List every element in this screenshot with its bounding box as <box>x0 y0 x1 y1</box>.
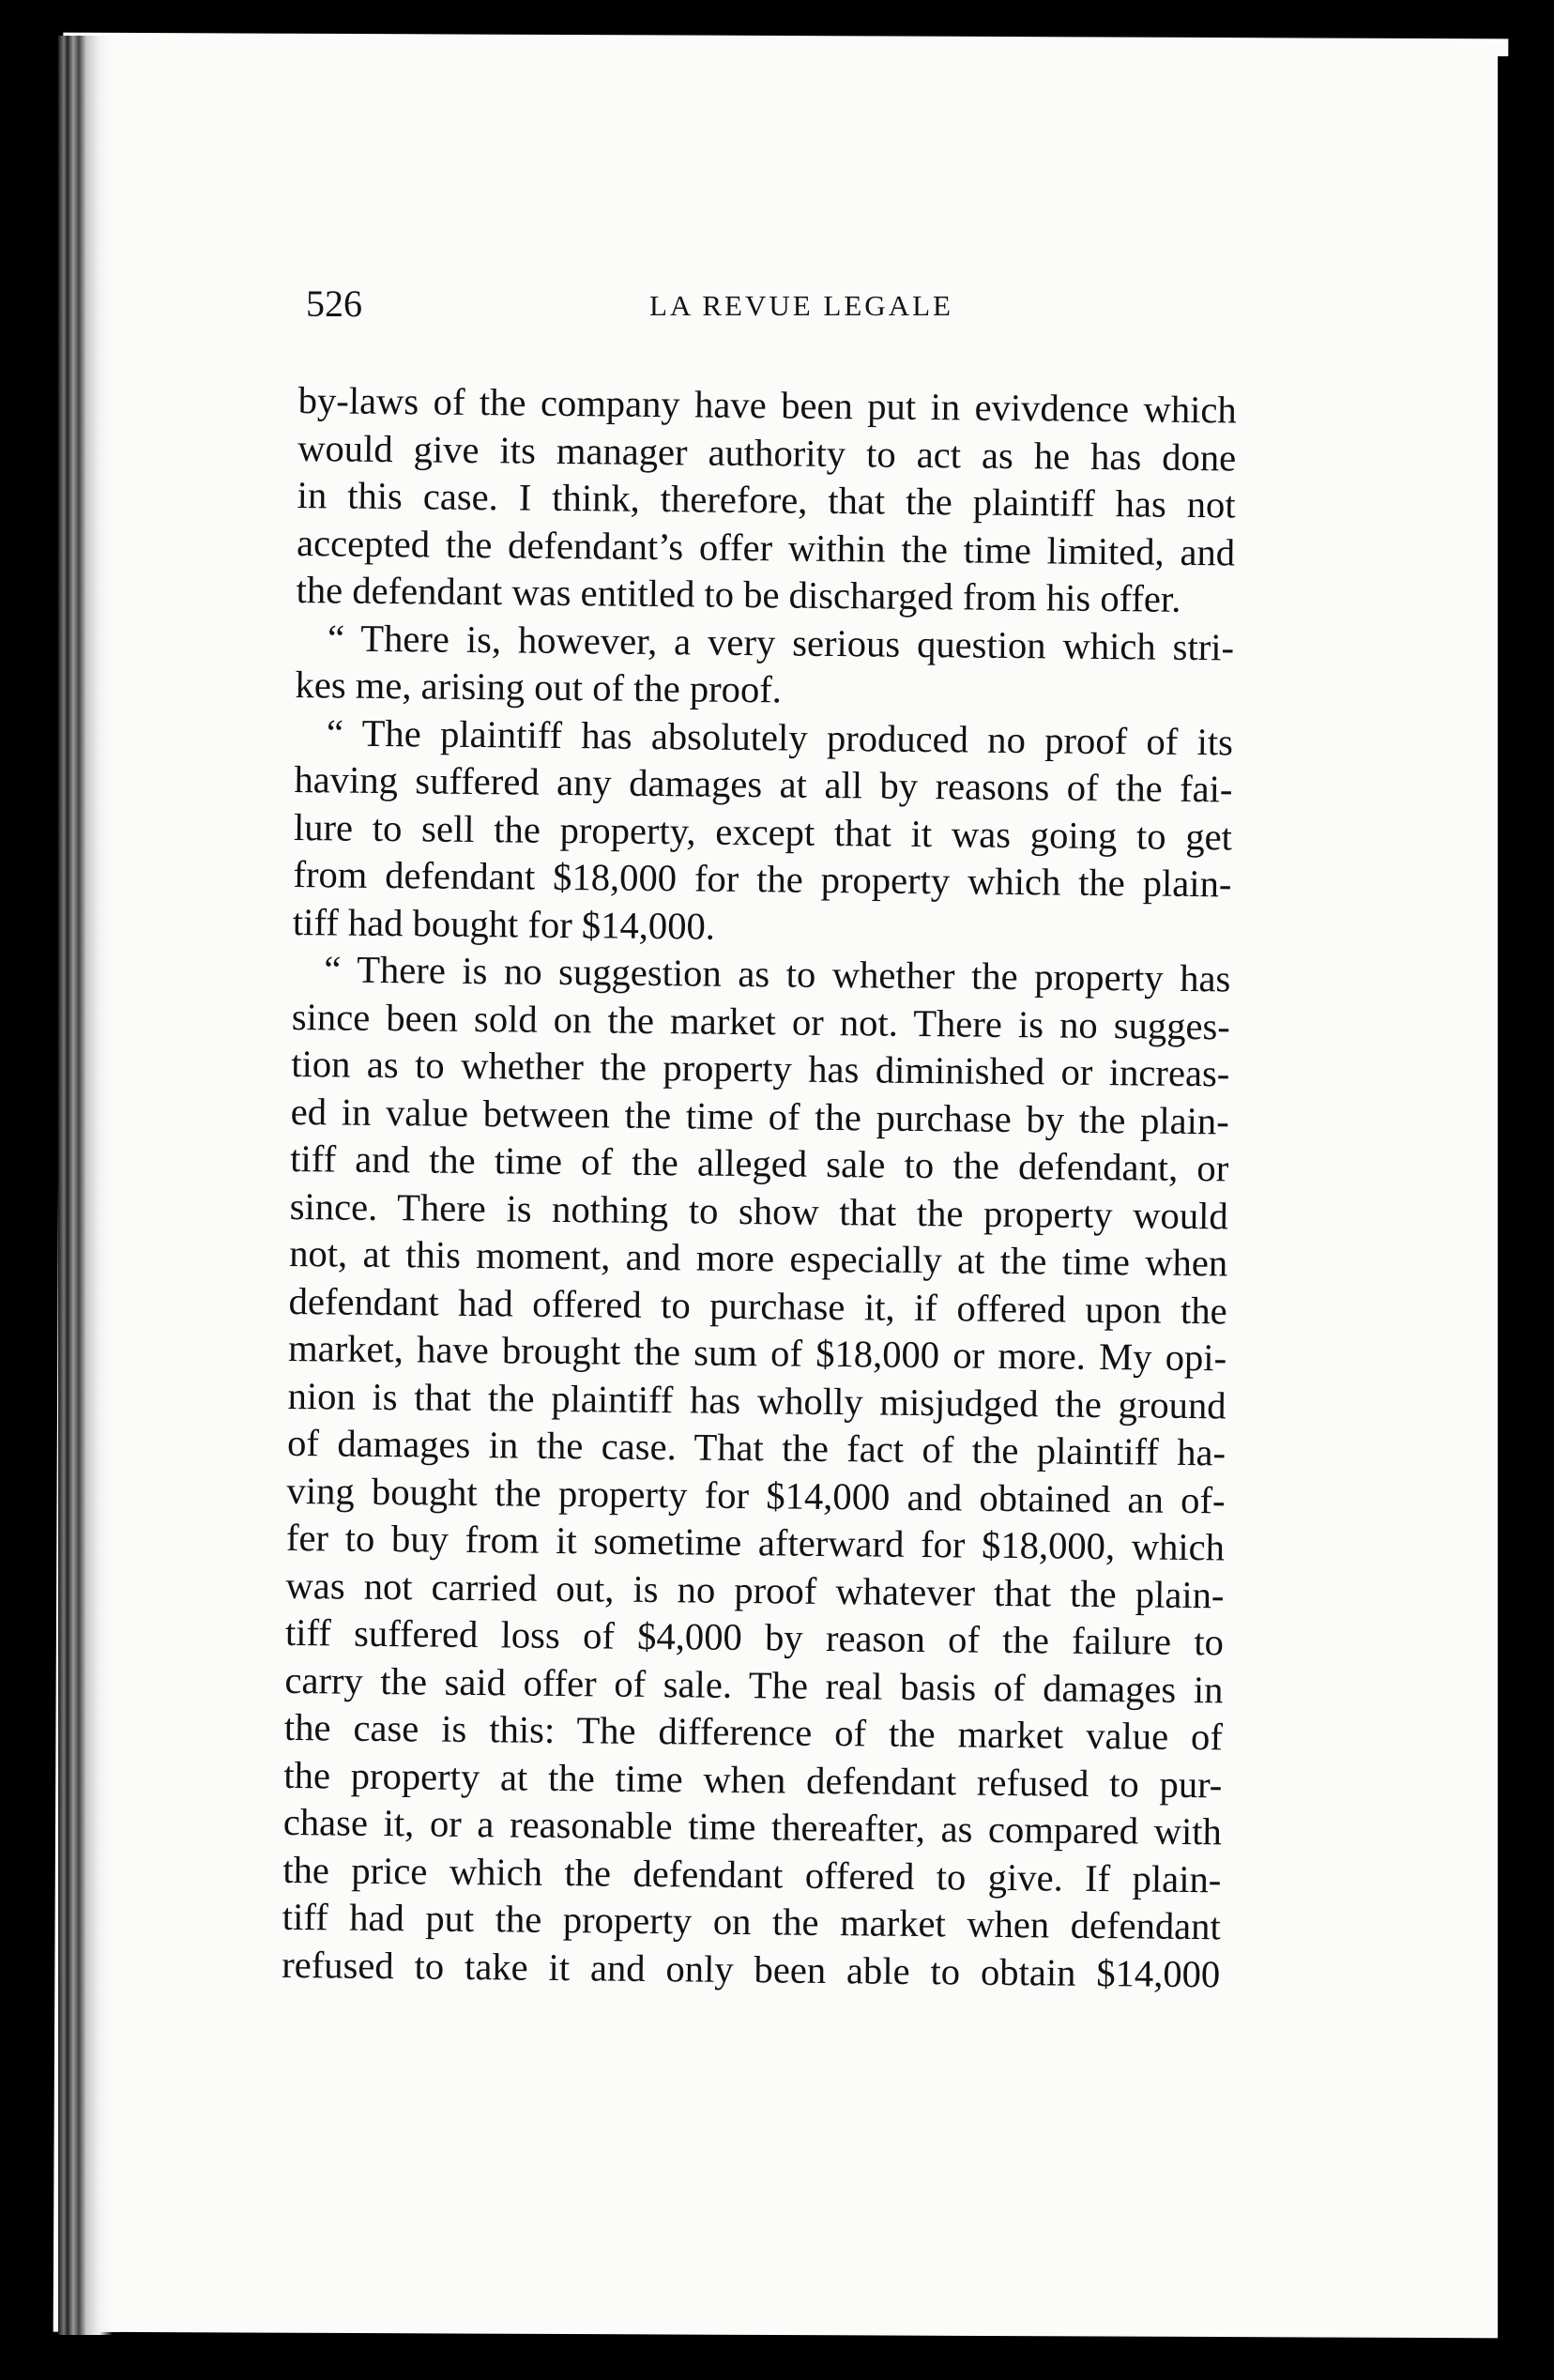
text-line: tiff and the time of the alleged sale to the defendant, or <box>290 1137 1229 1190</box>
text-line: the defendant was entitled to be discharged from his offer. <box>296 568 1181 620</box>
text-line: market, have brought the sum of $18,000 or more. My opi- <box>287 1326 1227 1380</box>
text-line: ving bought the property for $14,000 and obtained an of- <box>286 1469 1226 1521</box>
text-line: from defendant $18,000 for the property which the plain- <box>293 852 1232 906</box>
text-line: fer to buy from it sometime afterward for $18,000, which <box>285 1516 1226 1569</box>
text-line: tion as to whether the property has diminished or increas- <box>291 1042 1230 1095</box>
text-line: the case is this: The difference of the market value of <box>283 1705 1224 1759</box>
text-line: tiff suffered loss of $4,000 by reason of the failure to <box>284 1610 1225 1664</box>
scan-border <box>1498 56 1554 2380</box>
text-line: carry the said offer of sale. The real basis of damages in <box>284 1658 1224 1711</box>
binding-gutter <box>58 36 113 2335</box>
text-line: “ The plaintiff has absolutely produced no proof of its <box>326 710 1234 763</box>
text-line: chase it, or a reasonable time thereafter, as compared with <box>282 1800 1223 1854</box>
text-line: tiff had bought for $14,000. <box>292 900 716 948</box>
text-line: the property at the time when defendant refused to pur- <box>283 1753 1223 1806</box>
body-text <box>282 377 1237 1998</box>
text-line: the price which the defendant offered to give. If plain- <box>282 1848 1222 1900</box>
text-line: defendant had offered to purchase it, if offered upon the <box>288 1279 1227 1332</box>
text-line: lure to sell the property, except that it was going to get <box>293 805 1233 858</box>
text-line: kes me, arising out of the proof. <box>295 663 783 711</box>
text-line: not, at this moment, and more especially at the time when <box>288 1231 1228 1285</box>
text-line: since been sold on the market or not. There is no sugges- <box>291 995 1231 1047</box>
text-line: accepted the defendant’s offer within the time limited, and <box>296 521 1236 573</box>
running-title: LA REVUE LEGALE <box>649 289 953 322</box>
text-line: would give its manager authority to act as he has done <box>297 426 1237 479</box>
text-line: in this case. I think, therefore, that the plaintiff has not <box>297 473 1236 526</box>
text-line: of damages in the case. That the fact of the plaintiff ha- <box>286 1421 1226 1474</box>
running-head <box>306 282 1254 338</box>
text-line: tiff had put the property on the market when defendant <box>282 1895 1222 1948</box>
text-line: by-laws of the company have been put in evivdence which <box>297 378 1237 432</box>
text-line: refused to take it and only been able to obtain $14,000 <box>282 1943 1221 1995</box>
text-line: since. There is nothing to show that the property would <box>289 1184 1228 1237</box>
text-line: was not carried out, is no proof whatever that the plain- <box>285 1564 1225 1616</box>
page-number: 526 <box>306 282 362 325</box>
text-line: having suffered any damages at all by reasons of the fai- <box>294 757 1233 811</box>
text-line: “ There is, however, a very serious question which stri- <box>327 616 1235 668</box>
text-line: ed in value between the time of the purchase by the plain- <box>290 1090 1229 1142</box>
text-line: nion is that the plaintiff has wholly misjudged the ground <box>287 1374 1226 1426</box>
text-line: “ There is no suggestion as to whether the property has <box>324 948 1231 1000</box>
